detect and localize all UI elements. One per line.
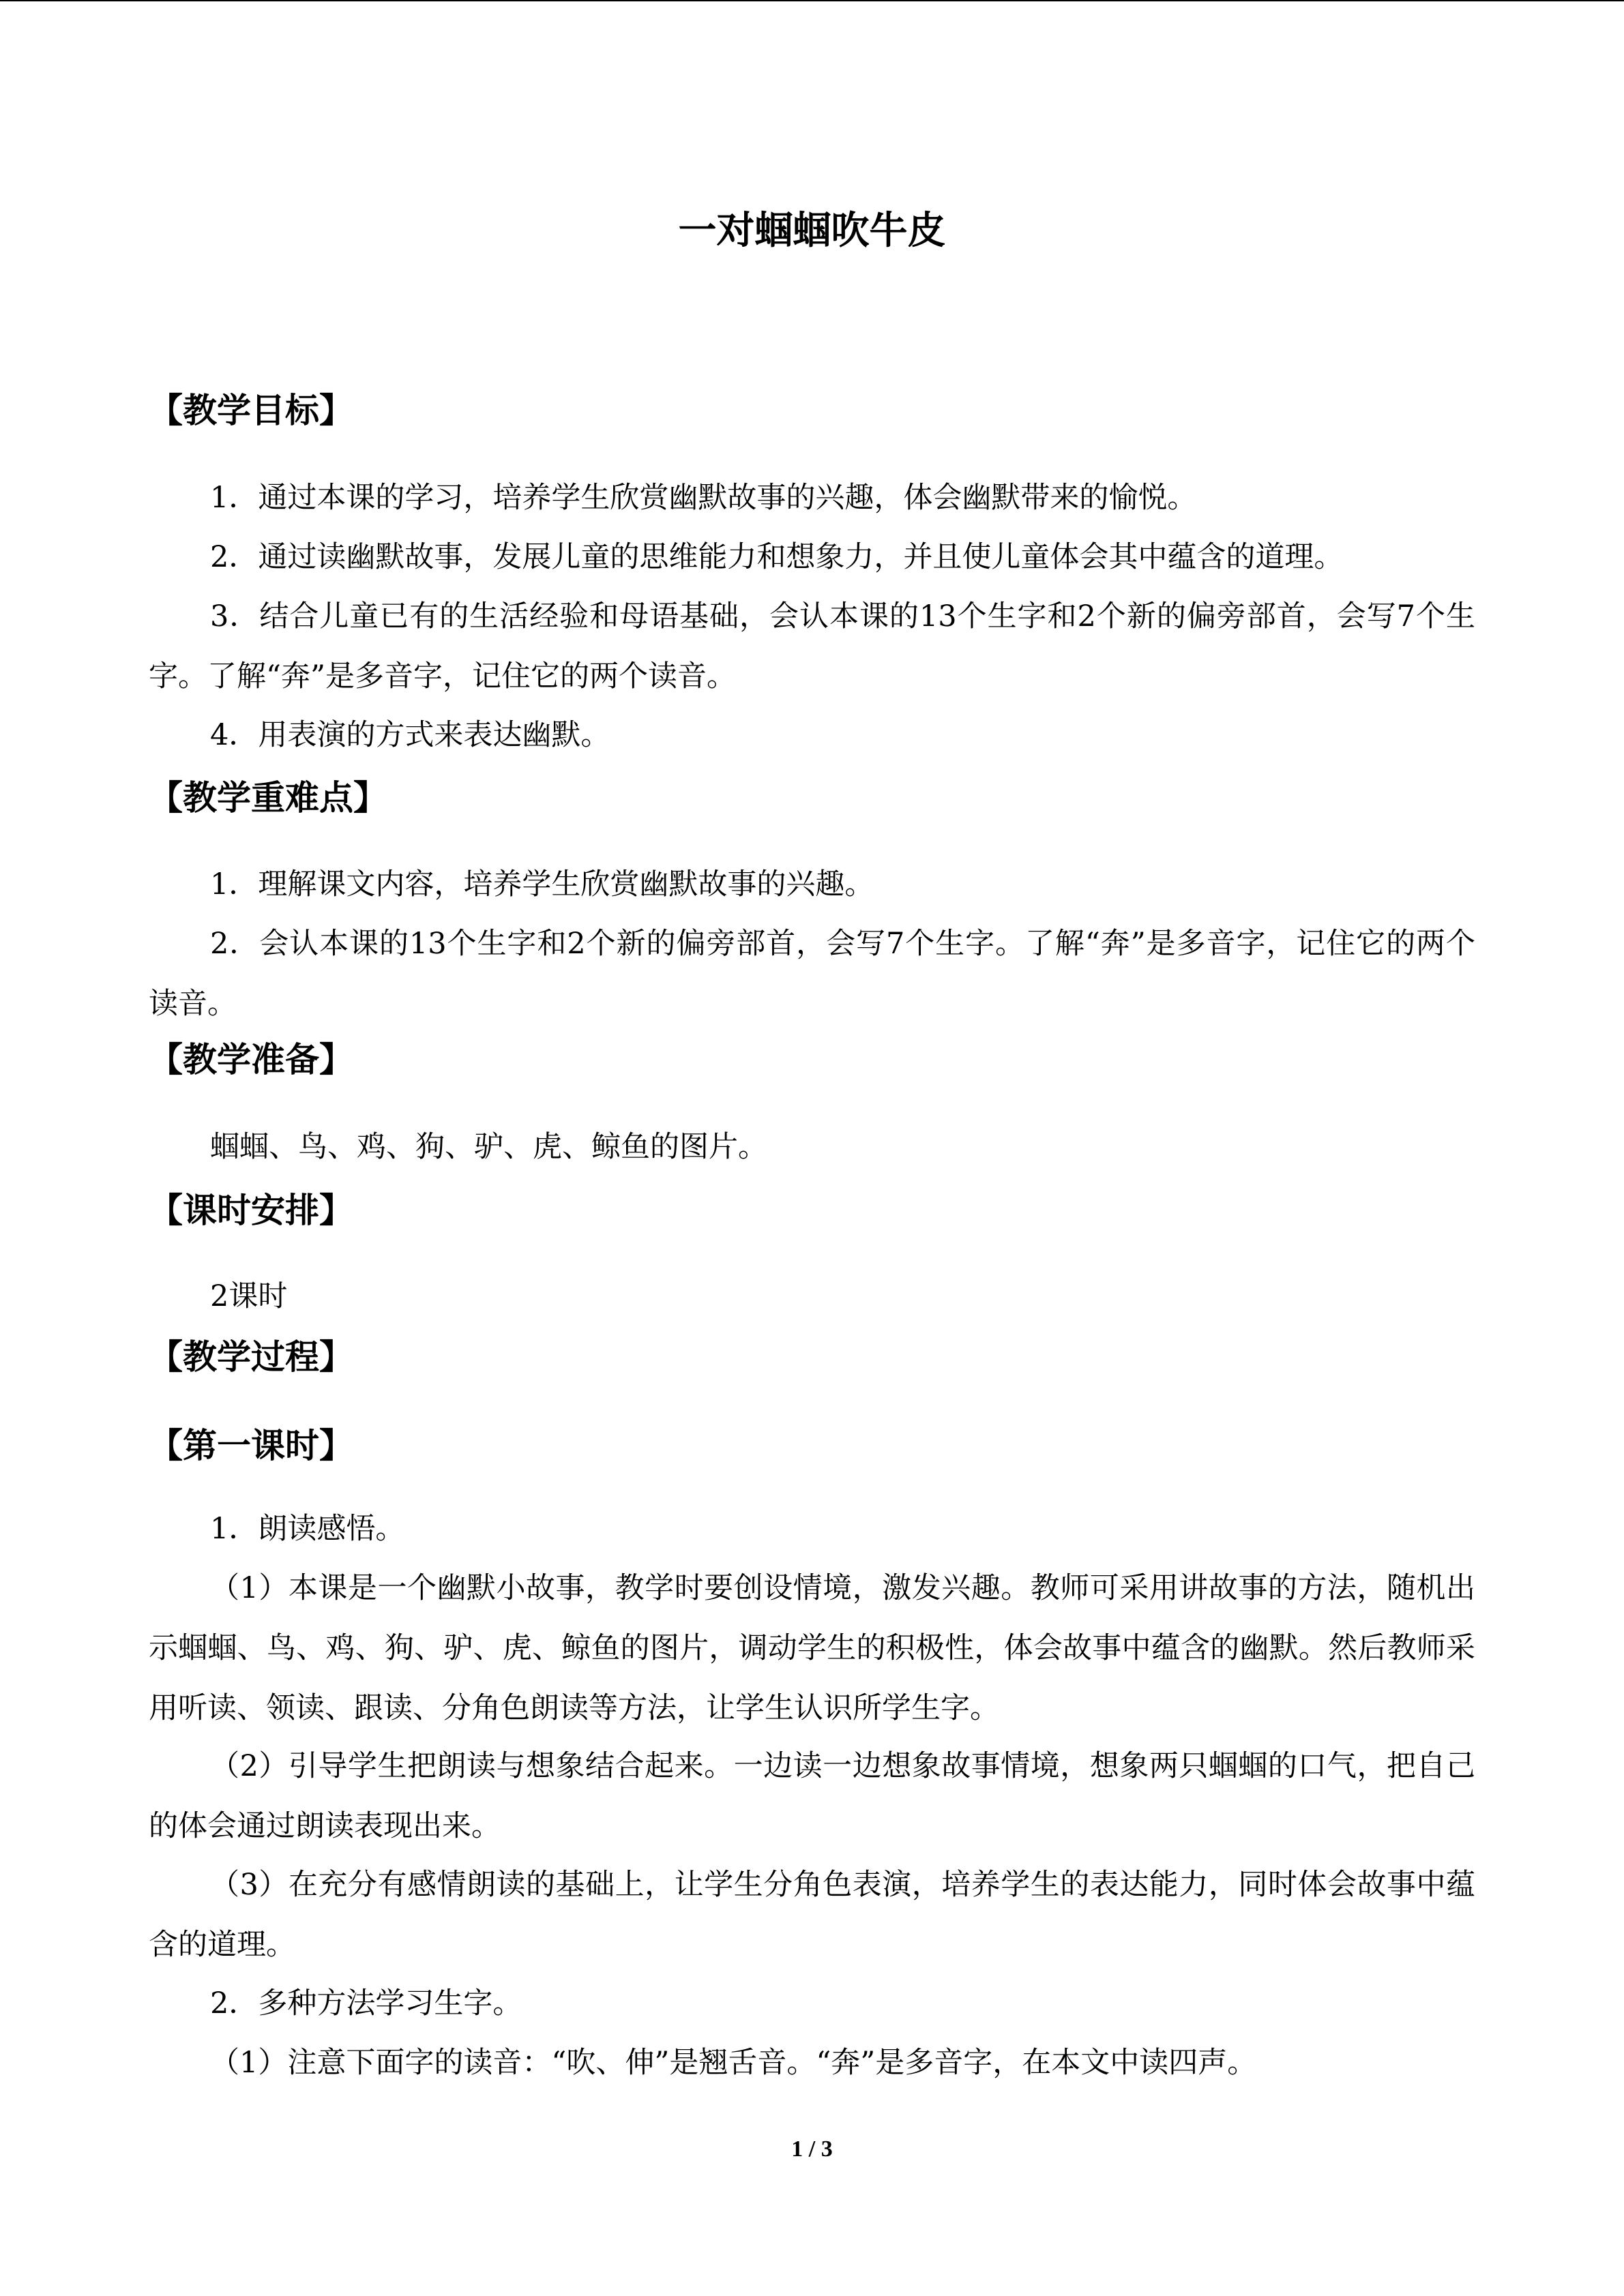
key-points-heading: 【教学重难点】 bbox=[149, 778, 387, 818]
document-title: 一对蝈蝈吹牛皮 bbox=[678, 209, 946, 253]
lesson1-heading: 【第一课时】 bbox=[149, 1426, 353, 1465]
goals-heading: 【教学目标】 bbox=[149, 391, 353, 430]
schedule-heading: 【课时安排】 bbox=[149, 1191, 353, 1230]
lesson1-item: （2）引导学生把朗读与想象结合起来。一边读一边想象故事情境，想象两只蝈蝈的口气，把自己的体会通过朗读表现出来。 bbox=[149, 1749, 1475, 1843]
goal-item: 3．结合儿童已有的生活经验和母语基础，会认本课的13个生字和2个新的偏旁部首，会写7个生字。了解“奔”是多音字，记住它的两个读音。 bbox=[149, 599, 1475, 694]
prep-heading: 【教学准备】 bbox=[149, 1040, 353, 1079]
goal-item: 4．用表演的方式来表达幽默。 bbox=[210, 718, 610, 752]
lesson1-item: 1．朗读感悟。 bbox=[210, 1512, 405, 1546]
key-point-item: 2．会认本课的13个生字和2个新的偏旁部首，会写7个生字。了解“奔”是多音字，记住它的两个读音。 bbox=[149, 927, 1475, 1021]
prep-text: 蝈蝈、鸟、鸡、狗、驴、虎、鲸鱼的图片。 bbox=[210, 1130, 767, 1164]
page-number: 1 / 3 bbox=[791, 2136, 833, 2162]
lesson1-item: （1）注意下面字的读音：“吹、伸”是翘舌音。“奔”是多音字，在本文中读四声。 bbox=[210, 2046, 1257, 2080]
lesson1-item: （1）本课是一个幽默小故事，教学时要创设情境，激发兴趣。教师可采用讲故事的方法，随机出示蝈蝈、鸟、鸡、狗、驴、虎、鲸鱼的图片，调动学生的积极性，体会故事中蕴含的幽默。然后教师采用听读、领读、跟读、分角色朗读等方法，让学生认识所学生字。 bbox=[149, 1571, 1475, 1725]
lesson1-item: （3）在充分有感情朗读的基础上，让学生分角色表演，培养学生的表达能力，同时体会故事中蕴含的道理。 bbox=[149, 1868, 1475, 1962]
process-heading: 【教学过程】 bbox=[149, 1337, 353, 1377]
goal-item: 2．通过读幽默故事，发展儿童的思维能力和想象力，并且使儿童体会其中蕴含的道理。 bbox=[210, 540, 1344, 574]
lesson1-item: 2．多种方法学习生字。 bbox=[210, 1986, 522, 2021]
goal-item: 1．通过本课的学习，培养学生欣赏幽默故事的兴趣，体会幽默带来的愉悦。 bbox=[210, 481, 1197, 515]
top-border-line bbox=[0, 0, 1624, 1]
key-point-item: 1．理解课文内容，培养学生欣赏幽默故事的兴趣。 bbox=[210, 867, 874, 901]
schedule-text: 2课时 bbox=[210, 1279, 288, 1313]
